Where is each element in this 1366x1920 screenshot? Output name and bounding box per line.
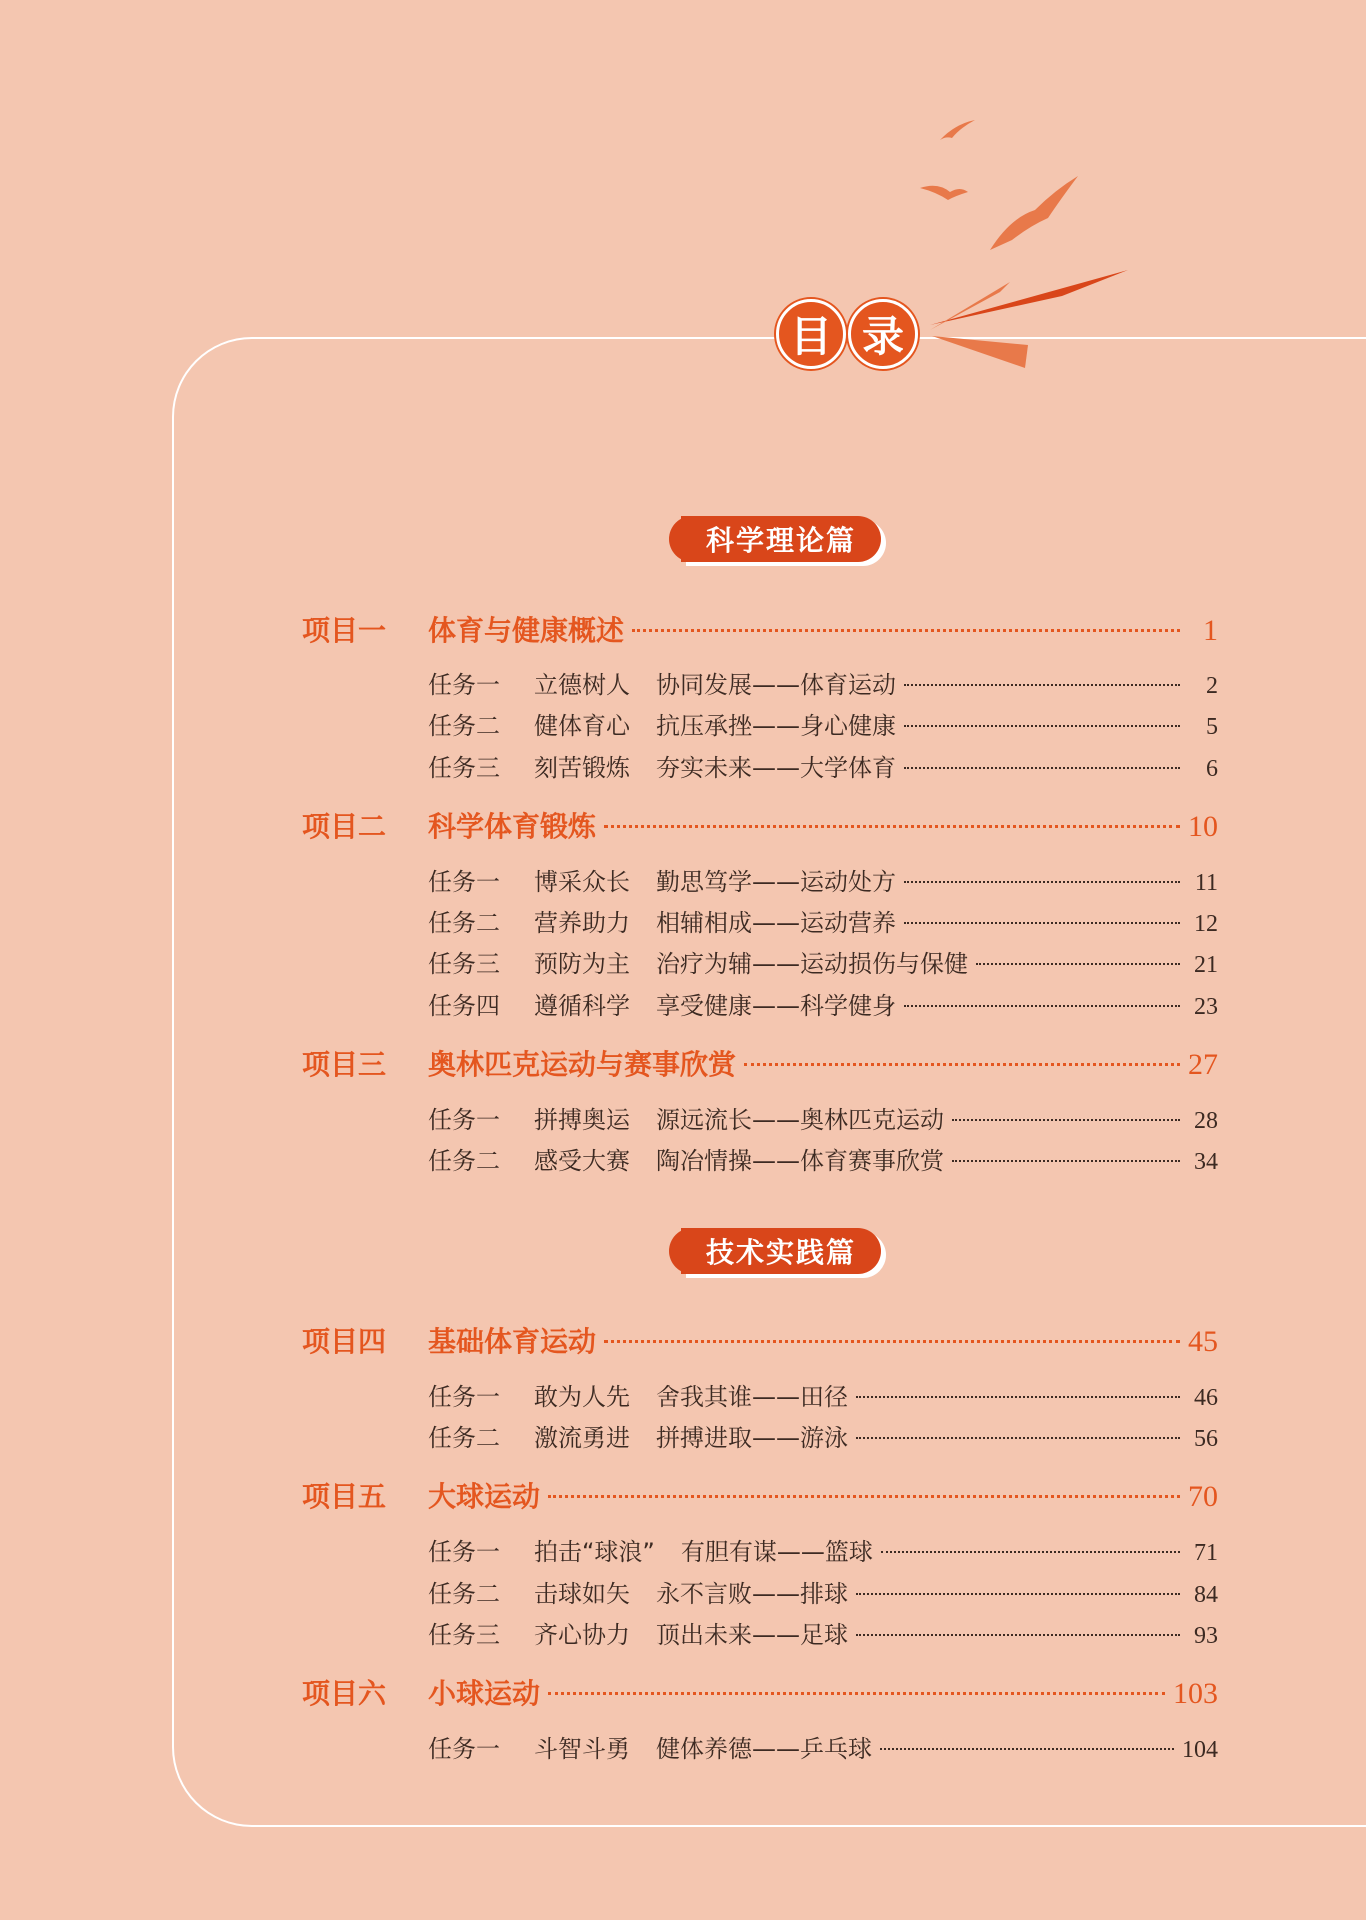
dot-leader [952,1136,1180,1162]
project-number: 项目四 [302,1325,387,1358]
task-number: 任务三 [428,754,500,782]
page-number: 46 [1194,1385,1218,1411]
title-char: 录 [848,299,918,369]
section-heading: 科学理论篇 [681,516,881,562]
task-name: 敢为人先 [534,1383,630,1411]
page-number: 104 [1182,1737,1218,1763]
title-char: 目 [776,299,846,369]
toc-task-row[interactable] [428,1141,1218,1176]
ray-shape [930,282,1010,330]
project-number: 项目一 [302,614,387,647]
task-subtitle: 夯实未来——大学体育 [656,754,896,782]
page-number: 71 [1194,1540,1218,1566]
dot-leader [880,1724,1174,1750]
toc-task-row[interactable] [428,1418,1218,1453]
ray-shape [930,270,1128,325]
toc-task-row[interactable] [428,1615,1218,1650]
task-name: 斗智斗勇 [534,1735,630,1763]
toc-task-row[interactable] [428,862,1218,897]
project-name: 科学体育锻炼 [428,810,597,843]
task-name: 遵循科学 [534,992,630,1020]
toc-task-row[interactable] [428,903,1218,938]
page-number: 103 [1173,1677,1218,1710]
task-subtitle: 顶出未来——足球 [656,1621,848,1649]
page-number: 6 [1206,756,1218,782]
page-number: 45 [1188,1325,1218,1358]
task-subtitle: 舍我其谁——田径 [656,1383,848,1411]
task-subtitle: 陶冶情操——体育赛事欣赏 [656,1147,944,1175]
task-number: 任务三 [428,1621,500,1649]
project-name: 大球运动 [428,1480,541,1513]
task-number: 任务二 [428,1424,500,1452]
project-name: 体育与健康概述 [428,614,625,647]
project-name: 基础体育运动 [428,1325,597,1358]
page-number: 56 [1194,1426,1218,1452]
task-subtitle: 健体养德——乒乓球 [656,1735,872,1763]
toc-task-row[interactable] [428,1532,1218,1567]
dot-leader [856,1610,1180,1636]
task-name: 拼搏奥运 [534,1106,630,1134]
ray-shape [932,336,1028,368]
task-subtitle: 有胆有谋——篮球 [680,1538,873,1566]
task-name: 激流勇进 [534,1424,630,1452]
page-number: 23 [1194,994,1218,1020]
task-name: 健体育心 [534,712,630,740]
dot-leader [856,1569,1180,1595]
page-number: 93 [1194,1623,1218,1649]
dot-leader [904,981,1180,1007]
page-number: 21 [1194,952,1218,978]
toc-task-row[interactable] [428,944,1218,979]
project-number: 项目六 [302,1677,387,1710]
project-name: 奥林匹克运动与赛事欣赏 [428,1048,737,1081]
task-subtitle: 源远流长——奥林匹克运动 [656,1106,944,1134]
task-name: 营养助力 [534,909,630,937]
dot-leader [548,1467,1180,1498]
dot-leader [904,898,1180,924]
dot-leader [548,1664,1165,1695]
task-subtitle: 享受健康——科学健身 [656,992,896,1020]
toc-title [776,299,918,369]
toc-task-row[interactable] [428,986,1218,1021]
bird-icon [920,186,968,200]
task-name: 立德树人 [534,671,630,699]
toc-project-row[interactable] [302,1475,1218,1515]
task-name: 击球如矢 [534,1580,630,1608]
task-number: 任务二 [428,909,500,937]
birds-and-rays-illustration [0,0,1366,420]
dot-leader [856,1413,1180,1439]
toc-task-row[interactable] [428,1729,1218,1764]
dot-leader [856,1372,1180,1398]
toc-task-row[interactable] [428,748,1218,783]
toc-project-row[interactable] [302,1320,1218,1360]
dot-leader [604,797,1180,828]
project-number: 项目二 [302,810,387,843]
bird-icon [940,120,975,140]
toc-task-row[interactable] [428,1377,1218,1412]
dot-leader [604,1312,1180,1343]
page-number: 27 [1188,1048,1218,1081]
page-number: 2 [1206,673,1218,699]
toc-project-row[interactable] [302,609,1218,649]
dot-leader [976,939,1180,965]
task-subtitle: 抗压承挫——身心健康 [656,712,896,740]
page-number: 1 [1203,614,1218,647]
toc-task-row[interactable] [428,706,1218,741]
task-number: 任务二 [428,712,500,740]
task-number: 任务一 [428,868,500,896]
dot-leader [744,1035,1180,1066]
task-number: 任务一 [428,1106,500,1134]
section-heading: 技术实践篇 [681,1228,881,1274]
task-name: 预防为主 [534,950,630,978]
task-name: 感受大赛 [534,1147,630,1175]
page-number: 70 [1188,1480,1218,1513]
task-number: 任务一 [428,1735,500,1763]
toc-project-row[interactable] [302,1043,1218,1083]
toc-task-row[interactable] [428,1100,1218,1135]
page-number: 11 [1194,870,1218,896]
task-name: 博采众长 [534,868,630,896]
dot-leader [904,743,1180,769]
page-number: 28 [1194,1108,1218,1134]
task-subtitle: 协同发展——体育运动 [656,671,896,699]
task-subtitle: 治疗为辅——运动损伤与保健 [656,950,968,978]
task-number: 任务一 [428,1383,500,1411]
project-number: 项目三 [302,1048,387,1081]
dot-leader [904,857,1180,883]
task-name: 刻苦锻炼 [534,754,630,782]
task-number: 任务四 [428,992,500,1020]
task-number: 任务三 [428,950,500,978]
dot-leader [904,660,1180,686]
task-number: 任务一 [428,1538,500,1566]
task-number: 任务一 [428,671,500,699]
project-name: 小球运动 [428,1677,541,1710]
dot-leader [632,601,1180,632]
toc-task-row[interactable] [428,1574,1218,1609]
page-number: 84 [1194,1582,1218,1608]
project-number: 项目五 [302,1480,387,1513]
dot-leader [952,1095,1180,1121]
task-subtitle: 拼搏进取——游泳 [656,1424,848,1452]
page-number: 10 [1188,810,1218,843]
task-name: 拍击“球浪” [534,1538,655,1566]
page-number: 5 [1206,714,1218,740]
dot-leader [904,701,1180,727]
task-subtitle: 勤思笃学——运动处方 [656,868,896,896]
toc-project-row[interactable] [302,1672,1218,1712]
dot-leader [881,1527,1180,1553]
toc-task-row[interactable] [428,665,1218,700]
task-name: 齐心协力 [534,1621,630,1649]
page-number: 34 [1194,1149,1218,1175]
bird-icon [990,176,1078,250]
task-subtitle: 相辅相成——运动营养 [656,909,896,937]
task-number: 任务二 [428,1147,500,1175]
page-number: 12 [1194,911,1218,937]
task-subtitle: 永不言败——排球 [656,1580,848,1608]
task-number: 任务二 [428,1580,500,1608]
toc-project-row[interactable] [302,805,1218,845]
